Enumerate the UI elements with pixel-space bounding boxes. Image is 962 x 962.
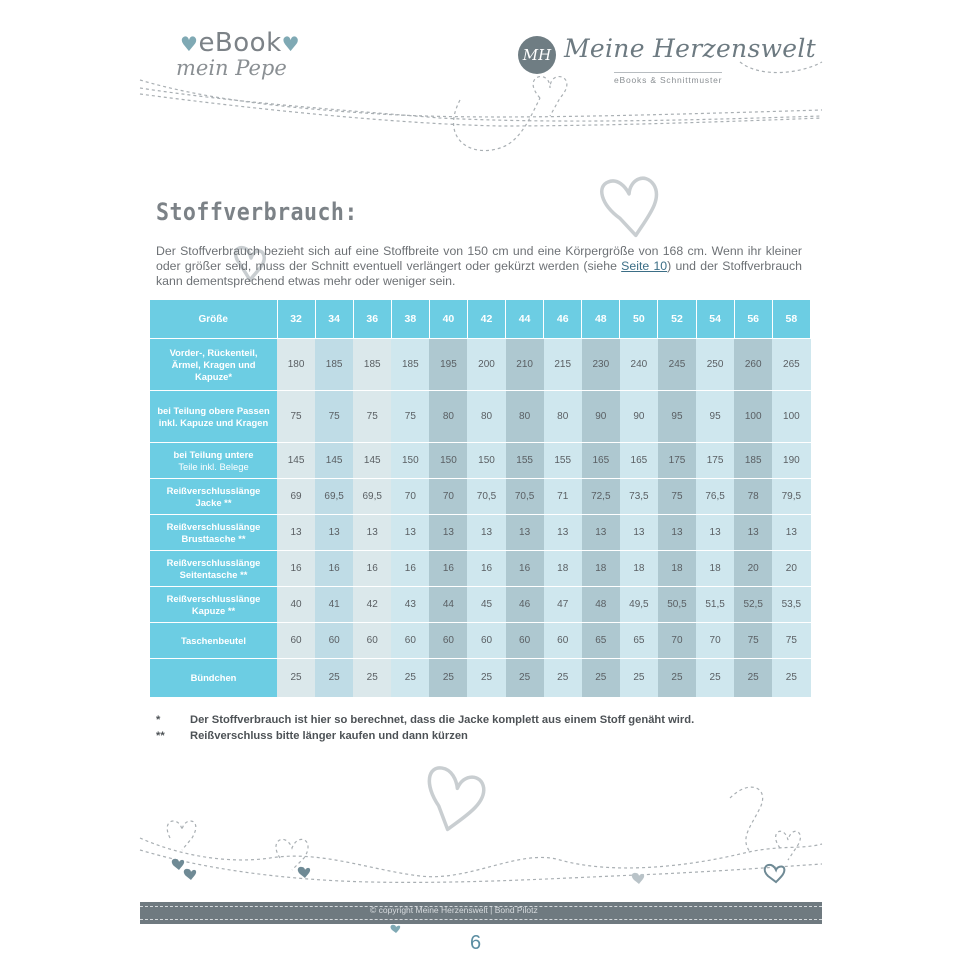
table-cell: 60 — [544, 623, 582, 659]
table-cell: 75 — [772, 623, 810, 659]
table-cell: 71 — [544, 479, 582, 515]
table-cell: 250 — [696, 339, 734, 391]
size-header-cell: 40 — [429, 300, 467, 339]
footnote — [156, 728, 694, 744]
table-cell: 78 — [734, 479, 772, 515]
table-cell: 46 — [506, 587, 544, 623]
table-cell: 75 — [315, 391, 353, 443]
size-header-cell: 46 — [544, 300, 582, 339]
copyright-icon: © — [370, 905, 377, 915]
table-cell: 18 — [658, 551, 696, 587]
table-cell: 16 — [391, 551, 429, 587]
table-cell: 79,5 — [772, 479, 810, 515]
table-cell: 80 — [506, 391, 544, 443]
table-cell: 150 — [429, 443, 467, 479]
table-cell: 215 — [544, 339, 582, 391]
table-cell: 50,5 — [658, 587, 696, 623]
row-label — [150, 443, 277, 479]
table-cell: 16 — [506, 551, 544, 587]
table-cell: 90 — [620, 391, 658, 443]
table-cell: 155 — [544, 443, 582, 479]
table-cell: 260 — [734, 339, 772, 391]
table-cell: 80 — [467, 391, 505, 443]
table-cell: 13 — [658, 515, 696, 551]
table-cell: 42 — [353, 587, 391, 623]
size-header-cell: 32 — [277, 300, 315, 339]
size-header-cell: 34 — [315, 300, 353, 339]
table-cell: 25 — [429, 659, 467, 697]
table-cell: 16 — [277, 551, 315, 587]
table-cell: 70 — [696, 623, 734, 659]
size-header-cell: 44 — [506, 300, 544, 339]
table-cell: 80 — [429, 391, 467, 443]
table-cell: 265 — [772, 339, 810, 391]
table-cell: 18 — [620, 551, 658, 587]
table-cell: 25 — [582, 659, 620, 697]
table-cell: 13 — [582, 515, 620, 551]
table-cell: 185 — [353, 339, 391, 391]
table-cell: 60 — [467, 623, 505, 659]
intro-text: ) und der Stoffverbrauch kann dementsprechend etwas mehr oder weniger sein. — [156, 259, 802, 288]
row-label-text: Reißverschlusslänge Seitentasche ** — [166, 556, 261, 580]
size-header-row — [150, 300, 811, 339]
table-cell: 150 — [391, 443, 429, 479]
table-cell: 69,5 — [315, 479, 353, 515]
fabric-consumption-table — [150, 300, 811, 697]
table-cell: 165 — [620, 443, 658, 479]
table-cell: 40 — [277, 587, 315, 623]
size-header-cell: 48 — [582, 300, 620, 339]
ebook-brand — [176, 28, 301, 80]
logo-subtitle: eBooks & Schnittmuster — [614, 72, 722, 85]
table-cell: 200 — [467, 339, 505, 391]
table-cell: 13 — [696, 515, 734, 551]
row-label-text: Reißverschlusslänge Jacke ** — [166, 484, 261, 508]
table-cell: 13 — [315, 515, 353, 551]
table-cell: 175 — [658, 443, 696, 479]
table-cell: 175 — [696, 443, 734, 479]
copyright-text: copyright Meine Herzenswelt | Bond Pilotz — [378, 905, 538, 915]
table-cell: 25 — [467, 659, 505, 697]
table-cell: 51,5 — [696, 587, 734, 623]
table-cell: 60 — [391, 623, 429, 659]
table-cell: 25 — [620, 659, 658, 697]
table-cell: 25 — [353, 659, 391, 697]
table-cell: 165 — [582, 443, 620, 479]
table-cell: 48 — [582, 587, 620, 623]
table-cell: 49,5 — [620, 587, 658, 623]
table-cell: 190 — [772, 443, 810, 479]
table-cell: 69 — [277, 479, 315, 515]
table-cell: 65 — [582, 623, 620, 659]
table-cell: 145 — [315, 443, 353, 479]
table-cell: 240 — [620, 339, 658, 391]
footnotes — [156, 712, 694, 744]
table-cell: 60 — [429, 623, 467, 659]
page-number: 6 — [470, 932, 482, 954]
table-cell: 25 — [734, 659, 772, 697]
table-cell: 70,5 — [506, 479, 544, 515]
heart-icon: ♥ — [180, 32, 199, 56]
footnote — [156, 712, 694, 728]
table-cell: 25 — [772, 659, 810, 697]
footnote-mark: ** — [156, 730, 165, 742]
row-label-subtext: Teile inkl. Belege — [178, 460, 249, 472]
table-cell: 13 — [353, 515, 391, 551]
size-header-cell: 36 — [353, 300, 391, 339]
table-cell: 230 — [582, 339, 620, 391]
ebook-page — [140, 18, 822, 962]
table-row — [150, 515, 811, 551]
row-label — [150, 623, 277, 659]
ebook-text: eBook — [198, 28, 282, 58]
table-cell: 13 — [506, 515, 544, 551]
table-cell: 13 — [391, 515, 429, 551]
table-cell: 60 — [353, 623, 391, 659]
table-cell: 65 — [620, 623, 658, 659]
table-cell: 43 — [391, 587, 429, 623]
table-cell: 75 — [391, 391, 429, 443]
table-cell: 195 — [429, 339, 467, 391]
intro-paragraph — [156, 244, 802, 289]
table-cell: 13 — [277, 515, 315, 551]
row-label-text: Taschenbeutel — [181, 634, 246, 646]
table-cell: 45 — [467, 587, 505, 623]
table-cell: 16 — [353, 551, 391, 587]
size-header-cell: 50 — [620, 300, 658, 339]
table-cell: 16 — [315, 551, 353, 587]
page-reference-link[interactable]: Seite 10 — [621, 259, 668, 273]
size-header-cell: 54 — [696, 300, 734, 339]
table-cell: 60 — [277, 623, 315, 659]
row-label — [150, 587, 277, 623]
table-cell: 185 — [315, 339, 353, 391]
table-cell: 80 — [544, 391, 582, 443]
size-header-cell: 56 — [734, 300, 772, 339]
table-cell: 90 — [582, 391, 620, 443]
table-cell: 70 — [391, 479, 429, 515]
table-cell: 18 — [544, 551, 582, 587]
table-row — [150, 479, 811, 515]
table-cell: 13 — [544, 515, 582, 551]
table-cell: 95 — [696, 391, 734, 443]
row-label — [150, 391, 277, 443]
logo-monogram: MH — [518, 36, 556, 74]
table-cell: 25 — [544, 659, 582, 697]
row-label-text: Vorder-, Rückenteil, Ärmel, Kragen und Kapuze* — [169, 346, 258, 382]
table-row — [150, 659, 811, 697]
table-cell: 145 — [277, 443, 315, 479]
table-cell: 75 — [277, 391, 315, 443]
table-row — [150, 339, 811, 391]
row-label-text: bei Teilung obere Passen inkl. Kapuze und Kragen — [157, 404, 270, 428]
size-header-cell: 38 — [391, 300, 429, 339]
row-label-text: bei Teilung untere — [173, 448, 254, 460]
table-cell: 16 — [467, 551, 505, 587]
table-cell: 185 — [734, 443, 772, 479]
table-cell: 73,5 — [620, 479, 658, 515]
table-cell: 210 — [506, 339, 544, 391]
intro-text: Der Stoffverbrauch bezieht sich auf eine Stoffbreite von 150 cm und eine Körpergröße von 168 cm. Wenn ihr kleiner oder größer seid, muss der Schnitt eventuell verlängert oder gekürzt werden (siehe — [156, 244, 802, 273]
table-cell: 70,5 — [467, 479, 505, 515]
table-cell: 47 — [544, 587, 582, 623]
table-cell: 145 — [353, 443, 391, 479]
size-header-cell: 58 — [772, 300, 810, 339]
table-cell: 185 — [391, 339, 429, 391]
row-label-text: Reißverschlusslänge Brusttasche ** — [166, 520, 261, 544]
row-label — [150, 339, 277, 391]
table-cell: 13 — [734, 515, 772, 551]
table-cell: 150 — [467, 443, 505, 479]
table-row — [150, 443, 811, 479]
logo-name: Meine Herzenswelt — [564, 34, 817, 63]
ebook-label — [180, 28, 300, 58]
table-cell: 76,5 — [696, 479, 734, 515]
table-cell: 13 — [467, 515, 505, 551]
row-label — [150, 551, 277, 587]
table-cell: 25 — [506, 659, 544, 697]
row-label — [150, 515, 277, 551]
table-cell: 100 — [772, 391, 810, 443]
fabric-table-body — [150, 339, 811, 697]
size-header-label: Größe — [150, 300, 277, 339]
publisher-logo — [518, 28, 817, 88]
table-cell: 155 — [506, 443, 544, 479]
table-cell: 70 — [658, 623, 696, 659]
table-cell: 20 — [772, 551, 810, 587]
table-cell: 16 — [429, 551, 467, 587]
table-cell: 25 — [315, 659, 353, 697]
heart-icon: ♥ — [281, 32, 301, 56]
table-cell: 20 — [734, 551, 772, 587]
table-row — [150, 551, 811, 587]
size-header-cell: 52 — [658, 300, 696, 339]
table-cell: 69,5 — [353, 479, 391, 515]
row-label — [150, 659, 277, 697]
row-label — [150, 479, 277, 515]
table-cell: 100 — [734, 391, 772, 443]
section-title: Stoffverbrauch: — [156, 198, 358, 226]
copyright-notice — [370, 905, 538, 915]
table-cell: 25 — [696, 659, 734, 697]
table-row — [150, 587, 811, 623]
table-cell: 44 — [429, 587, 467, 623]
table-cell: 25 — [391, 659, 429, 697]
table-cell: 52,5 — [734, 587, 772, 623]
product-name: mein Pepe — [176, 56, 287, 80]
table-row — [150, 623, 811, 659]
table-cell: 41 — [315, 587, 353, 623]
footnote-text: Der Stoffverbrauch ist hier so berechnet, dass die Jacke komplett aus einem Stoff genäht wird. — [190, 714, 695, 726]
table-cell: 53,5 — [772, 587, 810, 623]
table-cell: 18 — [696, 551, 734, 587]
table-cell: 13 — [620, 515, 658, 551]
size-header-cell: 42 — [467, 300, 505, 339]
table-cell: 13 — [429, 515, 467, 551]
table-cell: 95 — [658, 391, 696, 443]
footnote-text: Reißverschluss bitte länger kaufen und dann kürzen — [190, 730, 468, 742]
table-row — [150, 391, 811, 443]
table-cell: 60 — [315, 623, 353, 659]
table-cell: 60 — [506, 623, 544, 659]
table-cell: 180 — [277, 339, 315, 391]
table-cell: 75 — [353, 391, 391, 443]
footnote-mark: * — [156, 714, 161, 726]
table-cell: 75 — [734, 623, 772, 659]
table-cell: 75 — [658, 479, 696, 515]
table-cell: 70 — [429, 479, 467, 515]
table-cell: 25 — [277, 659, 315, 697]
table-cell: 245 — [658, 339, 696, 391]
table-cell: 18 — [582, 551, 620, 587]
row-label-text: Reißverschlusslänge Kapuze ** — [166, 592, 261, 616]
table-cell: 72,5 — [582, 479, 620, 515]
table-cell: 25 — [658, 659, 696, 697]
row-label-text: Bündchen — [190, 671, 237, 683]
table-cell: 13 — [772, 515, 810, 551]
